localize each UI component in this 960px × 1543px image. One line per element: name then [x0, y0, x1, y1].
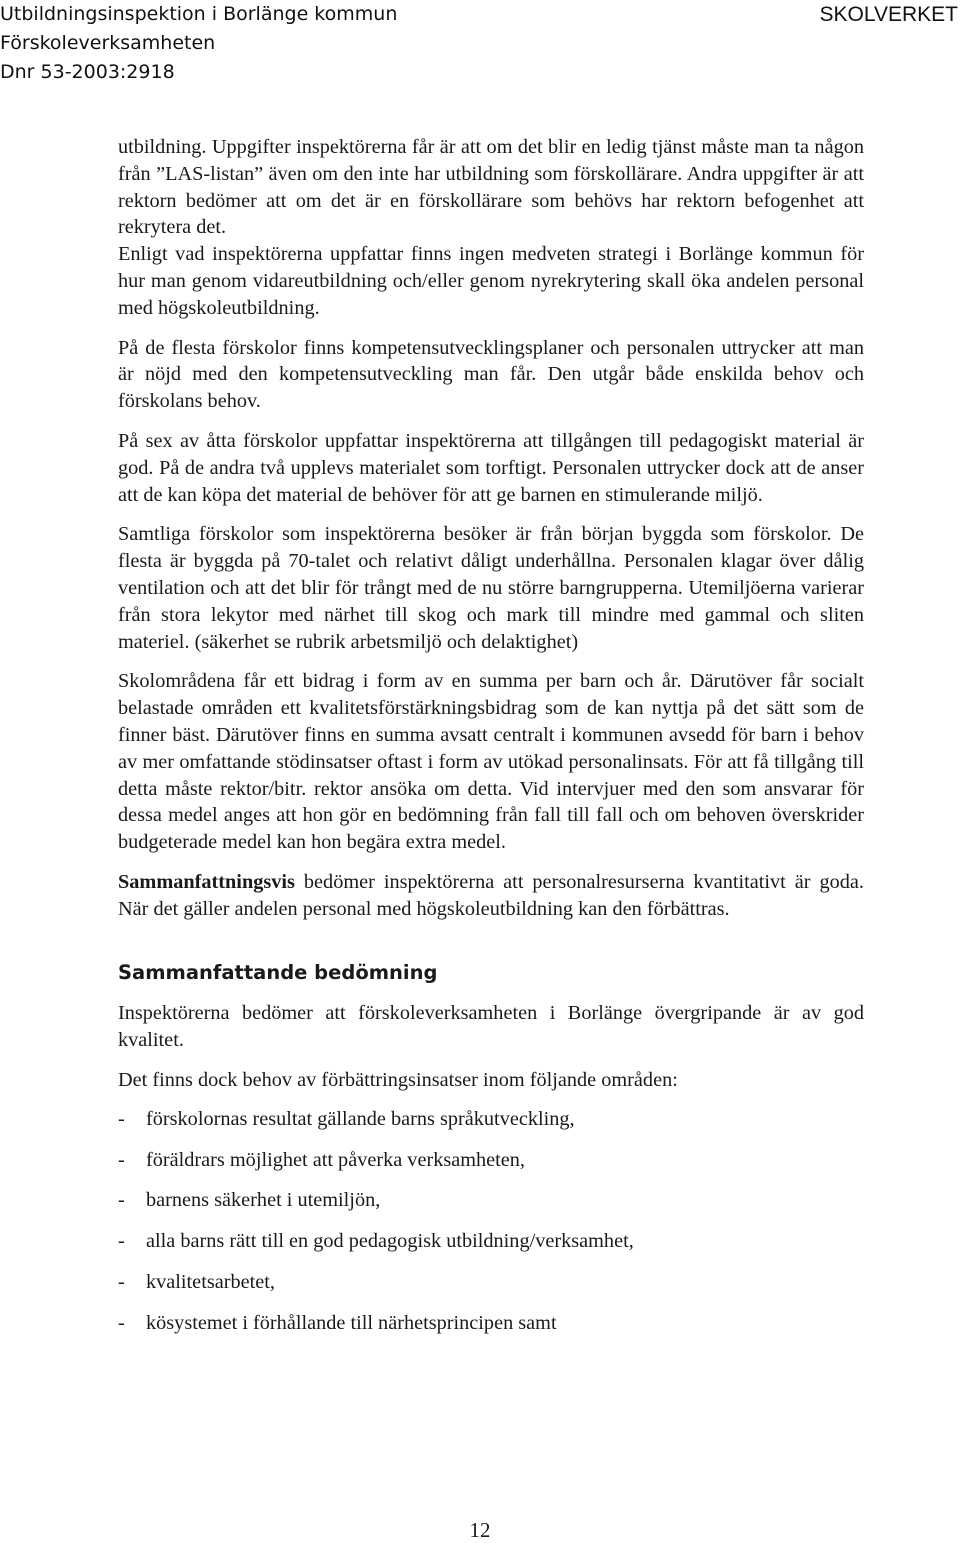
list-item-text: kvalitetsarbetet,	[146, 1270, 275, 1293]
paragraph-3: På de flesta förskolor finns kompetensutvecklingsplaner och personalen uttrycker att man är nöjd med den kompetensutveckling man får. Den utgår både enskilda behov och förskolans behov.	[118, 336, 864, 413]
list-item-text: förskolornas resultat gällande barns språkutveckling,	[146, 1107, 575, 1130]
list-item-text: kösystemet i förhållande till närhetsprincipen samt	[146, 1311, 557, 1334]
header-organization: SKOLVERKET	[819, 3, 958, 26]
paragraph-4: På sex av åtta förskolor uppfattar inspektörerna att tillgången till pedagogiskt material är god. På de andra två upplevs materialet som torftigt. Personalen uttrycker dock att de anser att de kan köpa det material de behöver för att ge barnen en stimulerande miljö.	[118, 429, 864, 506]
paragraph-7: Inspektörerna bedömer att förskoleverksamheten i Borlänge övergripande är av god kvalitet.	[118, 1002, 864, 1052]
list-item-text: barnens säkerhet i utemiljön,	[146, 1189, 381, 1212]
list-dash: -	[118, 1270, 125, 1293]
list-dash: -	[118, 1148, 125, 1171]
list-item-text: föräldrars möjlighet att påverka verksamheten,	[146, 1148, 525, 1171]
list-item	[118, 1187, 864, 1228]
paragraph-8: Det finns dock behov av förbättringsinsatser inom följande områden:	[118, 1068, 678, 1091]
page-header	[0, 0, 960, 92]
section-heading: Sammanfattande bedömning	[118, 960, 438, 984]
list-item	[118, 1228, 864, 1269]
list-item	[118, 1310, 864, 1351]
document-body	[118, 134, 864, 1350]
page-number: 12	[469, 1518, 491, 1542]
list-item	[118, 1106, 864, 1147]
summary-text: bedömer inspektörerna att personalresurserna kvantitativt är goda. När det gäller andelen personal med högskoleutbildning kan den förbättras.	[118, 870, 864, 920]
list-dash: -	[118, 1311, 125, 1334]
header-subtitle: Förskoleverksamheten	[0, 32, 216, 54]
list-dash: -	[118, 1107, 125, 1130]
paragraph-5: Samtliga förskolor som inspektörerna besöker är från början byggda som förskolor. De flesta är byggda på 70-talet och relativt dåligt underhållna. Personalen klagar över dålig ventilation och att det blir för trångt med de nu större barngrupperna. Utemiljöerna varierar från stora lekytor med närhet till skog och mark till mindre med gammal och sliten materiel. (säkerhet se rubrik arbetsmiljö och delaktighet)	[118, 523, 864, 653]
paragraph-1: utbildning. Uppgifter inspektörerna får är att om det blir en ledig tjänst måste man ta någon från ”LAS-listan” även om den inte har utbildning som förskollärare. Andra uppgifter är att rektorn bedömer att om det är en förskollärare som behövs har rektorn befogenhet att rekrytera det.	[118, 136, 864, 239]
header-info	[0, 0, 397, 87]
list-item	[118, 1147, 864, 1188]
list-dash: -	[118, 1230, 125, 1253]
summary-paragraph	[118, 869, 864, 923]
header-reference-number: Dnr 53-2003:2918	[0, 61, 175, 83]
list-item-text: alla barns rätt till en god pedagogisk utbildning/verksamhet,	[146, 1230, 634, 1253]
summary-lead: Sammanfattningsvis	[118, 870, 295, 893]
list-item	[118, 1269, 864, 1310]
paragraph-6: Skolområdena får ett bidrag i form av en summa per barn och år. Därutöver får socialt belastade områden ett kvalitetsförstärkningsbidrag som de kan nyttja på det sätt som de finner bäst. Därutöver finns en summa avsatt centralt i kommunen avsedd för barn i behov av mer omfattande stödinsatser oftast i form av utökad personalinsats. För att få tillgång till detta måste rektor/bitr. rektor ansöka om detta. Vid intervjuer med den som ansvarar för dessa medel anges att hon gör en bedömning från fall till fall och om behoven överskrider budgeterade medel kan hon begära extra medel.	[118, 670, 864, 854]
list-dash: -	[118, 1189, 125, 1212]
improvement-list	[118, 1106, 864, 1351]
header-title: Utbildningsinspektion i Borlänge kommun	[0, 3, 398, 25]
paragraph-2: Enligt vad inspektörerna uppfattar finns ingen medveten strategi i Borlänge kommun för hur man genom vidareutbildning och/eller genom nyrekrytering skall öka andelen personal med högskoleutbildning.	[118, 243, 864, 319]
